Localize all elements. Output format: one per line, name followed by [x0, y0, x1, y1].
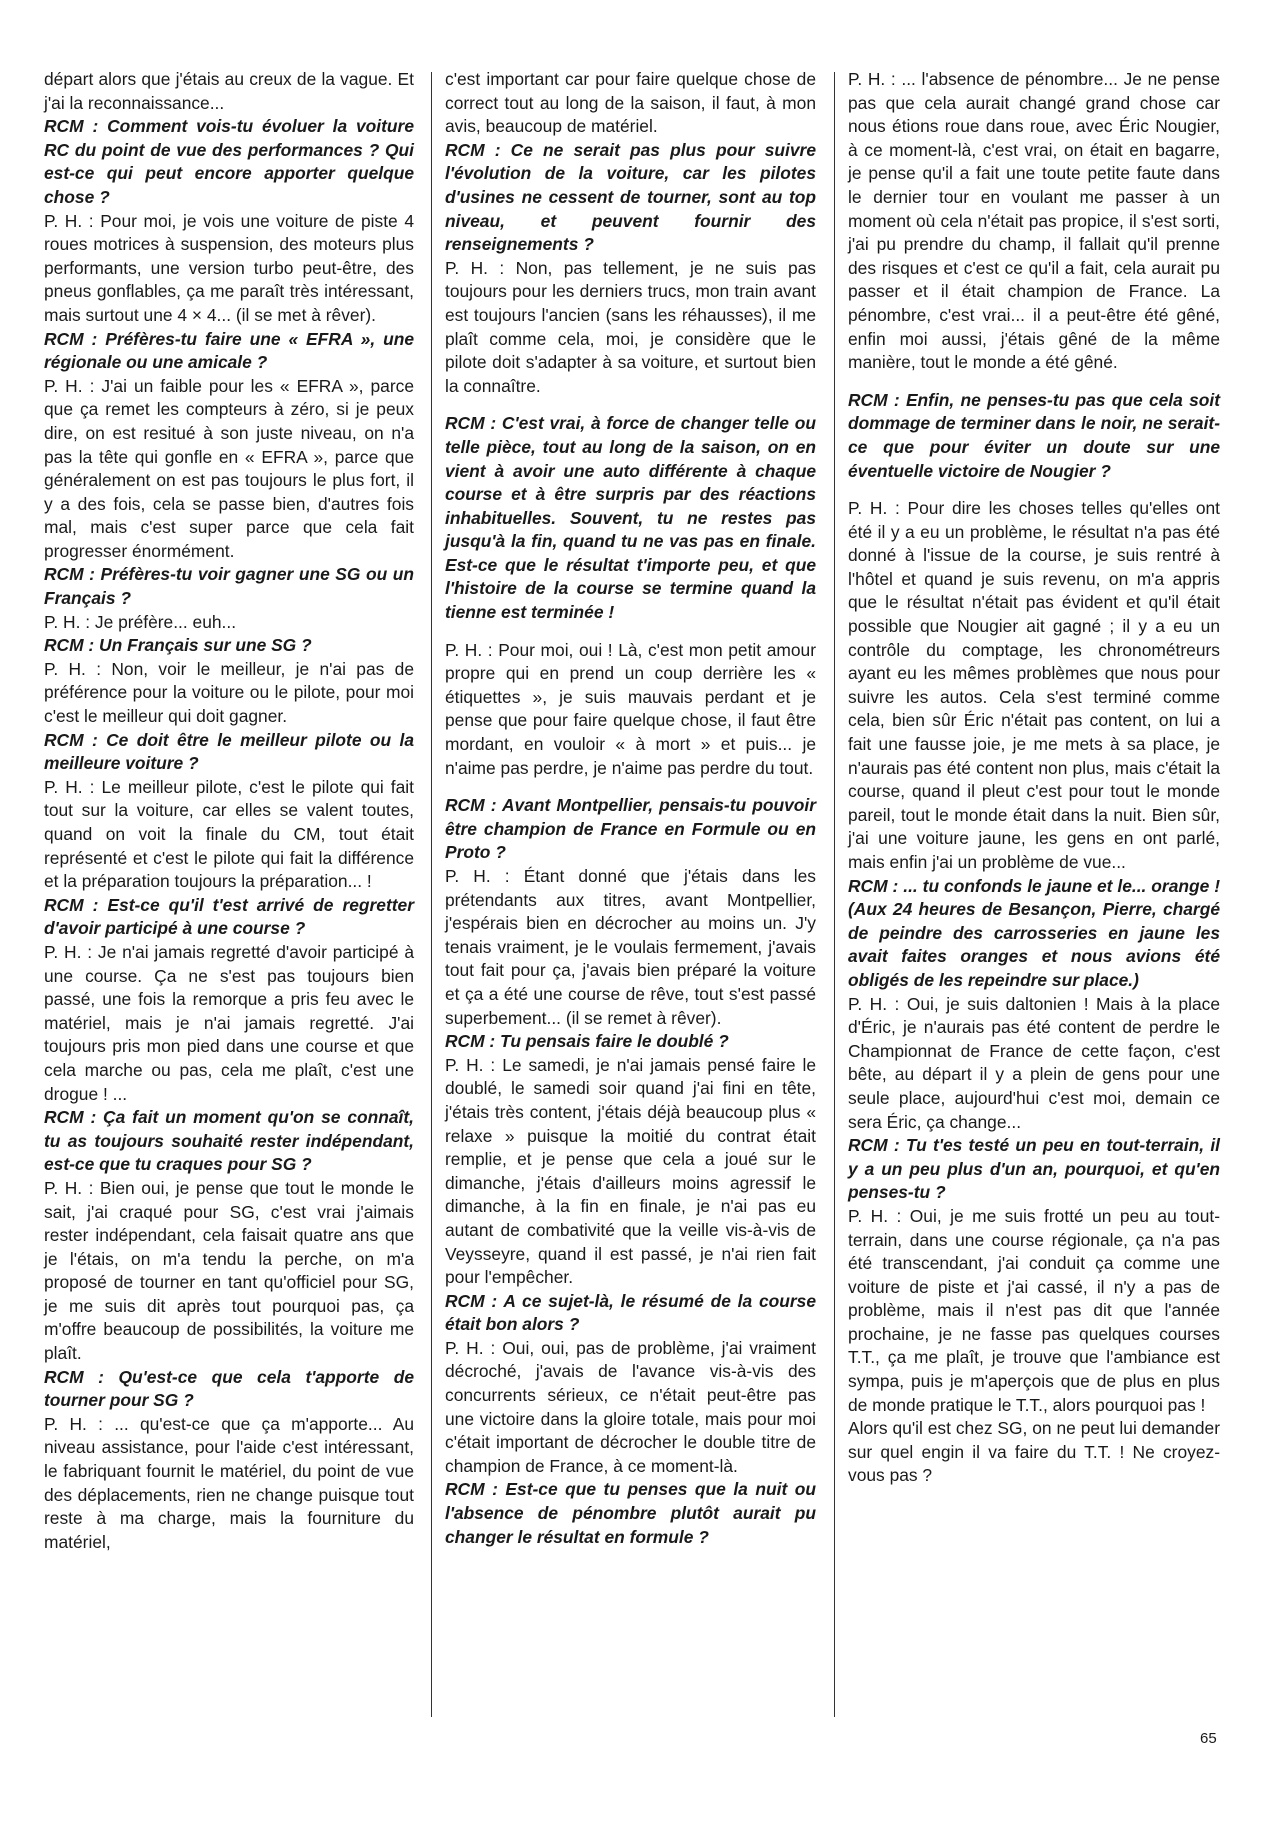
page-number: 65 [1200, 1730, 1217, 1747]
interview-answer: départ alors que j'étais au creux de la vague. Et j'ai la reconnaissance... [44, 69, 414, 113]
interview-answer: P. H. : Je préfère... euh... [44, 611, 237, 632]
interview-answer: P. H. : Je n'ai jamais regretté d'avoir participé à une course. Ça ne s'est pas toujours bien passé, une fois la remorque a pris feu avec le matériel, mais je n'ai jamais regretté. J'ai toujours pris mon pied dans une course et que cela marche ou pas, cela me plaît, c'est une drogue ! ... [44, 941, 414, 1104]
interview-question: RCM : Est-ce qu'il t'est arrivé de regretter d'avoir participé à une course ? [44, 894, 414, 939]
interview-question: RCM : Préfères-tu voir gagner une SG ou un Français ? [44, 564, 414, 609]
interview-answer: P. H. : Oui, je suis daltonien ! Mais à la place d'Éric, je n'aurais pas été content de perdre le Championnat de France de cette façon, c'est bête, au départ il y a plein de gens pour une seule place, aujourd'hui c'est moi, demain ce sera Éric, ça change... [848, 993, 1220, 1132]
interview-answer: P. H. : Non, pas tellement, je ne suis pas toujours pour les derniers trucs, mon train avant est toujours l'ancien (sans les réhausses), il me plaît comme cela, moi, je considère que le pilote doit s'adapter à sa voiture, et surtout bien la connaître. [445, 257, 816, 396]
column-divider [834, 72, 835, 1717]
interview-question: RCM : Ce ne serait pas plus pour suivre l'évolution de la voiture, car les pilotes d'usines ne cessent de tourner, sont au top niveau, et peuvent fournir des renseignements ? [445, 139, 816, 255]
interview-question: RCM : Avant Montpellier, pensais-tu pouvoir être champion de France en Formule ou en Proto ? [445, 795, 816, 863]
interview-question: RCM : Ça fait un moment qu'on se connaît, tu as toujours souhaité rester indépendant, est-ce que tu craques pour SG ? [44, 1107, 414, 1175]
interview-answer: Alors qu'il est chez SG, on ne peut lui demander sur quel engin il va faire du T.T. ! Ne croyez-vous pas ? [848, 1418, 1220, 1486]
interview-answer: P. H. : Non, voir le meilleur, je n'ai pas de préférence pour la voiture ou le pilote, pour moi c'est le meilleur qui doit gagner. [44, 658, 414, 727]
interview-answer: P. H. : Le samedi, je n'ai jamais pensé faire le doublé, le samedi soir quand j'ai fini en tête, j'étais très content, j'étais déjà beaucoup plus « relaxe » puisque la moitié du contrat était remplie, et je pense que cela a joué sur le dimanche, j'étais d'ailleurs moins agressif le dimanche, à la fin en finale, je n'ai pas eu autant de combativité que la veille vis-à-vis de Veysseyre, quand il est passé, je n'ai rien fait pour l'empêcher. [445, 1054, 816, 1288]
interview-question: RCM : C'est vrai, à force de changer telle ou telle pièce, tout au long de la saison, on en vient à avoir une auto différente à chaque course et à être surpris par des réactions inhabituelles. Souvent, tu ne restes pas jusqu'à la fin, quand tu ne vas pas en finale. Est-ce que le résultat t'importe peu, et que l'histoire de la course se termine quand la tienne est terminée ! [445, 413, 816, 623]
interview-answer: P. H. : Oui, je me suis frotté un peu au tout-terrain, dans une course régionale, ça n'a pas été transcendant, j'ai conduit ça comme une voiture de piste et j'ai cassé, il n'y a pas de problème, mais il n'est pas dit que l'année prochaine, je ne fasse pas quelques courses T.T., ça me plaît, je trouve que l'ambiance est sympa, puis je m'aperçois que de plus en plus de monde pratique le T.T., alors pourquoi pas ! [848, 1205, 1220, 1415]
interview-answer: P. H. : Oui, oui, pas de problème, j'ai vraiment décroché, j'avais de l'avance vis-à-vis des concurrents sérieux, ce n'était peut-être pas une victoire dans la gloire totale, mais pour moi c'était important de décrocher le double titre de champion de France, à ce moment-là. [445, 1337, 816, 1476]
column-2 [445, 68, 816, 1549]
interview-answer: P. H. : Pour dire les choses telles qu'elles ont été il y a eu un problème, le résultat n'a pas été donné à l'issue de la course, je suis rentré à l'hôtel et quand je suis revenu, on m'a appris que le résultat n'était pas évident et qu'il était possible que Nougier ait gagné ; il y a eu un contrôle du comptage, les chronométreurs ayant eu les mêmes problèmes que nous pour suivre les autos. Cela s'est terminé comme cela, bien sûr Éric n'était pas content, on lui a fait une fausse joie, je me mets à sa place, je n'aurais pas été content non plus, mais c'était la course, quand il pleut c'est pour tout le monde pareil, tout le monde était dans la nuit. Bien sûr, j'ai une voiture jaune, les gens en ont parlé, mais enfin j'ai un problème de vue... [848, 498, 1220, 872]
interview-question: RCM : Est-ce que tu penses que la nuit ou l'absence de pénombre plutôt aurait pu changer le résultat en formule ? [445, 1479, 816, 1547]
column-3 [848, 68, 1220, 1488]
interview-answer: P. H. : J'ai un faible pour les « EFRA », parce que ça remet les compteurs à zéro, si je peux dire, on est resitué à son juste niveau, on n'a pas la tête qui gonfle en « EFRA », parce que généralement on est pas toujours le plus fort, il y a des fois, cela se passe bien, d'autres fois mal, mais c'est super parce que cela fait progresser énormément. [44, 375, 414, 561]
interview-question: RCM : Comment vois-tu évoluer la voiture RC du point de vue des performances ? Qui est-ce qui peut encore apporter quelque chose ? [44, 116, 414, 207]
interview-question: RCM : Préfères-tu faire une « EFRA », une régionale ou une amicale ? [44, 328, 414, 373]
interview-question: RCM : Enfin, ne penses-tu pas que cela soit dommage de terminer dans le noir, ne serait-ce que pour éviter un doute sur une éventuelle victoire de Nougier ? [848, 389, 1220, 481]
interview-question: RCM : Tu pensais faire le doublé ? [445, 1031, 729, 1052]
interview-question: RCM : Qu'est-ce que cela t'apporte de tourner pour SG ? [44, 1366, 414, 1411]
interview-answer: c'est important car pour faire quelque chose de correct tout au long de la saison, il faut, à mon avis, beaucoup de matériel. [445, 69, 816, 137]
interview-question: RCM : Un Français sur une SG ? [44, 635, 312, 656]
interview-question: RCM : Ce doit être le meilleur pilote ou la meilleure voiture ? [44, 729, 414, 774]
interview-answer: P. H. : Bien oui, je pense que tout le monde le sait, j'ai craqué pour SG, c'est vrai j'aimais rester indépendant, cela faisait quatre ans que je l'étais, on m'a tendu la perche, on m'a proposé de tourner en tant qu'officiel pour SG, je me suis dit après tout pourquoi pas, ça m'offre beaucoup de possibilités, la voiture me plaît. [44, 1177, 414, 1364]
interview-answer: P. H. : Pour moi, oui ! Là, c'est mon petit amour propre qui en prend un coup derrière les « étiquettes », je suis mauvais perdant et je pense que pour faire quelque chose, il faut être mordant, en vouloir « à mort » et puis... je n'aime pas perdre, je n'aime pas perdre du tout. [445, 639, 816, 778]
interview-answer: P. H. : ... qu'est-ce que ça m'apporte... Au niveau assistance, pour l'aide c'est intéressant, le fabriquant fournit le matériel, du point de vue des déplacements, rien ne change puisque tout reste à ma charge, mais la fourniture du matériel, [44, 1413, 414, 1552]
interview-question: RCM : ... tu confonds le jaune et le... orange ! (Aux 24 heures de Besançon, Pierre, chargé de peindre des carrosseries en jaune les avait faites oranges et nous avions été obligés de les repeindre sur place.) [848, 875, 1220, 990]
interview-answer: P. H. : ... l'absence de pénombre... Je ne pense pas que cela aurait changé grand chose car nous étions roue dans roue, avec Éric Nougier, à ce moment-là, c'est vrai, on était en bagarre, je pense qu'il a fait une toute petite faute dans le dernier tour en voulant me passer à un moment où cela n'était pas propice, il s'est sorti, j'ai pu prendre du champ, il fallait qu'il prenne des risques et c'est ce qu'il a fait, cela aurait pu passer et il était champion de France. La pénombre, c'est vrai... il a peut-être été gêné, enfin moi aussi, j'étais gêné de la même manière, tout le monde a été gêné. [848, 69, 1220, 373]
interview-answer: P. H. : Le meilleur pilote, c'est le pilote qui fait tout sur la voiture, car elles se valent toutes, quand on voit la finale du CM, tout était représenté et c'est le pilote qui fait la différence et la préparation toujours la préparation... ! [44, 776, 414, 892]
column-divider [431, 72, 432, 1717]
column-1 [44, 68, 414, 1554]
interview-answer: P. H. : Étant donné que j'étais dans les prétendants aux titres, avant Montpellier, j'espérais bien en décrocher au moins un. J'y tenais vraiment, je le voulais fermement, j'avais tout fait pour ça, j'avais bien préparé la voiture et ça a été une course de rêve, tout s'est passé superbement... (il se remet à rêver). [445, 866, 816, 1028]
interview-question: RCM : A ce sujet-là, le résumé de la course était bon alors ? [445, 1290, 816, 1335]
interview-answer: P. H. : Pour moi, je vois une voiture de piste 4 roues motrices à suspension, des moteurs plus performants, une version turbo peut-être, des pneus gonflables, ça me paraît très intéressant, mais surtout une 4 × 4... (il se met à rêver). [44, 210, 414, 325]
interview-question: RCM : Tu t'es testé un peu en tout-terrain, il y a un peu plus d'un an, pourquoi, et qu'en penses-tu ? [848, 1135, 1220, 1203]
